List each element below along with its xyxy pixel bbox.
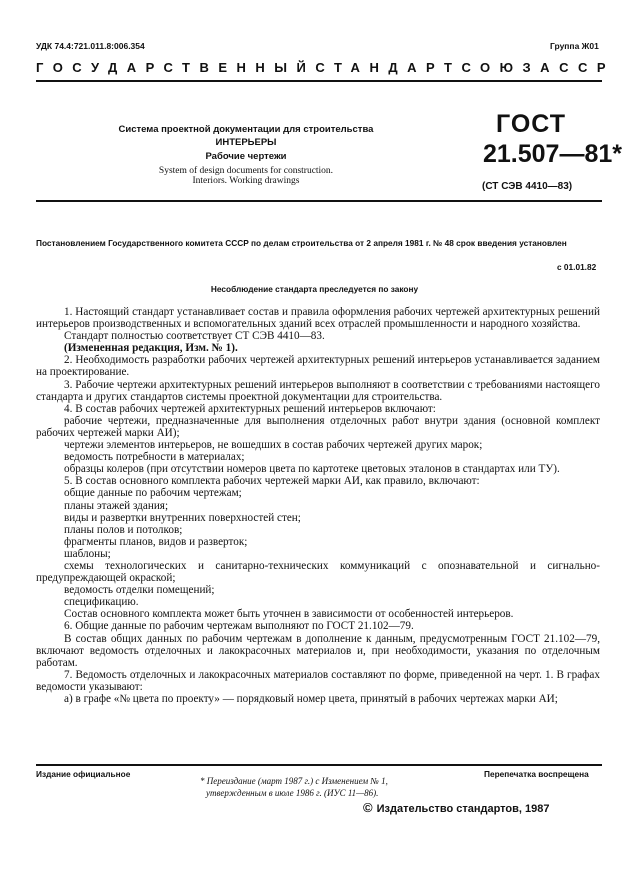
official-edition: Издание официальное [36,769,131,779]
standard-banner [36,60,616,75]
body-paragraph: 4. В состав рабочих чертежей архитектурных решений интерьеров включают: [64,402,436,415]
banner-word: СОЮЗА [461,60,560,75]
udk-code: УДК 74.4:721.011.8:006.354 [36,41,145,51]
body-paragraph: планы полов и потолков; [64,523,183,536]
title-series: Система проектной документации для строительства [118,124,374,135]
banner-word: ССР [559,60,616,75]
body-paragraph: чертежи элементов интерьеров, не вошедших в состав рабочих чертежей других марок; [64,439,483,452]
body-paragraph: (Измененная редакция, Изм. № 1). [64,342,238,355]
decree-text: Постановлением Государственного комитета СССР по делам строительства от 2 апреля 1981 г. № 48 срок введения установлен [36,238,567,248]
group-code: Группа Ж01 [550,41,599,51]
copyright-line [363,800,549,815]
stsev-reference: (СТ СЭВ 4410—83) [482,181,573,192]
body-paragraph: 2. Необходимость разработки рабочих чертежей архитектурных решений интерьеров устанавливается заданием на проектирование. [36,354,600,379]
copyright-icon: © [363,800,373,815]
effective-date: с 01.01.82 [557,262,597,272]
body-paragraph: 3. Рабочие чертежи архитектурных решений интерьеров выполняют в соответствии с требованиями настоящего стандарта и других стандартов системы проектной документации для строительства. [36,378,600,403]
body-paragraph: образцы колеров (при отсутствии номеров цвета по картотеке цветовых эталонов в стандартах или ТУ). [64,463,560,476]
body-paragraph: общие данные по рабочим чертежам; [64,487,242,500]
body-paragraph: планы этажей здания; [64,499,169,512]
title-main: ИНТЕРЬЕРЫ [215,137,277,148]
body-paragraph: ведомость отделки помещений; [64,584,215,597]
body-paragraph: рабочие чертежи, предназначенные для выполнения отделочных работ внутри здания (основной комплект рабочих чертежей марки АИ); [36,414,600,439]
body-paragraph: 6. Общие данные по рабочим чертежам выполняют по ГОСТ 21.102—79. [64,620,414,633]
legal-warning: Несоблюдение стандарта преследуется по закону [210,284,419,294]
body-paragraph: фрагменты планов, видов и разверток; [64,535,248,548]
title-sub: Рабочие чертежи [205,151,287,162]
title-english: System of design documents for construction. [158,166,334,176]
footer-rule [36,764,602,766]
banner-word: ГОСУДАРСТВЕННЫЙ [36,60,316,75]
document-body [36,306,600,705]
body-paragraph: В состав общих данных по рабочим чертежам в дополнение к данным, предусмотренным ГОСТ 21.102—79, включают ведомость отделочных и лакокрасочных материалов и, при необходимости, указания по отделочным работам. [36,632,600,669]
body-paragraph: ведомость потребности в материалах; [64,451,245,464]
banner-rule [36,80,602,82]
title-english-sub: Interiors. Working drawings [192,176,300,186]
body-paragraph: схемы технологических и санитарно-технических коммуникаций с опознавательной и сигнально-предупреждающей окраской; [36,559,600,585]
body-paragraph: Состав основного комплекта может быть уточнен в зависимости от особенностей интерьеров. [64,608,514,621]
body-paragraph: 1. Настоящий стандарт устанавливает состав и правила оформления рабочих чертежей архитектурных решений интерьеров производственных и вспомогательных зданий всех отраслей промышленности и народного хозяйства. [36,306,600,331]
title-block [96,123,396,186]
body-paragraph: виды и развертки внутренних поверхностей стен; [64,511,301,524]
publisher-name: Издательство стандартов, 1987 [376,803,550,815]
body-paragraph: 5. В состав основного комплекта рабочих чертежей марки АИ, как правило, включают: [64,475,480,488]
body-paragraph: а) в графе «№ цвета по проекту» — порядковый номер цвета, принятый в рабочих чертежах марки АИ; [64,693,558,705]
body-paragraph: шаблоны; [64,547,111,560]
banner-word: СТАНДАРТ [315,60,462,75]
reprint-notice: Перепечатка воспрещена [484,769,589,779]
header-rule [36,200,602,202]
gost-label: ГОСТ [496,110,566,138]
footnote-reissue: * Переиздание (март 1987 г.) с Изменением № 1, [200,776,388,786]
body-paragraph: 7. Ведомость отделочных и лакокрасочных материалов составляют по форме, приведенной на черт. 1. В графах ведомости указывают: [36,668,600,693]
gost-number: 21.507—81* [483,140,623,168]
body-paragraph: спецификацию. [64,596,139,609]
body-paragraph: Стандарт полностью соответствует СТ СЭВ 4410—83. [64,330,325,343]
footnote-approved: утвержденным в июле 1986 г. (ИУС 11—86). [206,788,379,798]
